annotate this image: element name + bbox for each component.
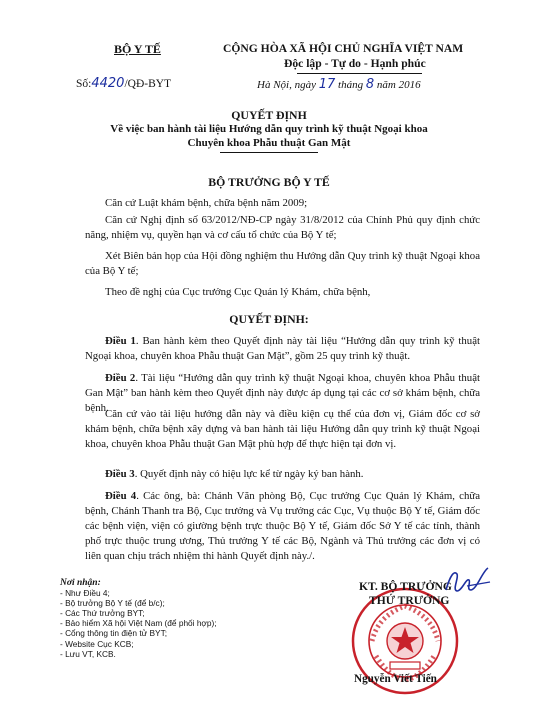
date-month-label: tháng	[338, 79, 364, 91]
authority-heading: BỘ TRƯỞNG BỘ Y TẾ	[208, 175, 330, 189]
handwritten-signature-icon	[440, 560, 500, 600]
decision-title: QUYẾT ĐỊNH	[231, 108, 307, 122]
article-1: Điều 1. Ban hành kèm theo Quyết định này tài liệu “Hướng dẫn quy trình kỹ thuật Ngoại khoa, chuyên khoa Phẫu thuật Gan Mật”, gồm 25 quy trình kỹ thuật.	[85, 335, 480, 362]
recipients-list	[60, 578, 217, 659]
motto: Độc lập - Tự do - Hạnh phúc	[284, 57, 426, 70]
recipient-item: - Website Cục KCB;	[60, 638, 134, 649]
recipients-title: Nơi nhận:	[60, 578, 101, 588]
date-month: 8	[365, 77, 375, 92]
decision-subject-line1: Về việc ban hành tài liệu Hướng dẫn quy trình kỹ thuật Ngoại khoa	[110, 123, 428, 135]
article-3: Điều 3. Quyết định này có hiệu lực kể từ ngày ký ban hành.	[105, 468, 364, 480]
recipient-item: - Như Điều 4;	[60, 588, 110, 599]
preamble-3: Xét Biên bản họp của Hội đồng nghiệm thu Hướng dẫn Quy trình kỹ thuật Ngoại khoa của Bộ Y tế;	[85, 250, 480, 277]
date-prefix: Hà Nội, ngày	[257, 79, 316, 91]
decision-subject-line2: Chuyên khoa Phẫu thuật Gan Mật	[187, 137, 351, 149]
motto-underline	[297, 73, 422, 74]
article-2: Điều 2. Tài liệu “Hướng dẫn quy trình kỹ thuật Ngoại khoa, chuyên khoa Phẫu thuật Gan Mật” ban hành kèm theo Quyết định này được áp dụng tại các cơ sở khám bệnh, chữa bệnh.	[85, 372, 480, 414]
recipient-item: - Bộ trưởng Bộ Y tế (để b/c);	[60, 598, 165, 609]
signature-title-1: KT. BỘ TRƯỞNG	[359, 580, 452, 593]
title-underline	[220, 152, 318, 153]
preamble-2: Căn cứ Nghị định số 63/2012/NĐ-CP ngày 31/8/2012 của Chính Phủ quy định chức năng, nhiệm vụ, quyền hạn và cơ cấu tổ chức của Bộ Y tế;	[85, 214, 480, 241]
recipient-item: - Bảo hiểm Xã hội Việt Nam (để phối hợp);	[60, 618, 217, 629]
date-year: năm 2016	[376, 79, 421, 91]
number-prefix: Số:	[76, 78, 92, 90]
ministry-name: BỘ Y TẾ	[114, 42, 161, 56]
recipient-item: - Các Thứ trưởng BYT;	[60, 608, 145, 619]
recipient-item: - Cổng thông tin điện tử BYT;	[60, 628, 168, 639]
preamble-4: Theo đề nghị của Cục trưởng Cục Quản lý Khám, chữa bệnh,	[105, 286, 371, 298]
article-4: Điều 4. Các ông, bà: Chánh Văn phòng Bộ, Cục trưởng Cục Quản lý Khám, chữa bệnh, Chánh Thanh tra Bộ, Cục trưởng và Vụ trưởng các Cục, Vụ thuộc Bộ Y tế, Giám đốc các bệnh viện, viện có giường bệnh trực thuộc Bộ Y tế, Giám đốc Sở Y tế các tỉnh, thành phố trực thuộc trung ương, Thủ trưởng Y tế các Bộ, Ngành và Thủ trưởng các đơn vị có liên quan chịu trách nhiệm thi hành Quyết định này./.	[85, 490, 480, 562]
document-number	[76, 76, 171, 91]
article-2-continued: Căn cứ vào tài liệu hướng dẫn này và điều kiện cụ thể của đơn vị, Giám đốc cơ sở khám bệnh, chữa bệnh xây dựng và ban hành tài liệu Hướng dẫn quy trình kỹ thuật Ngoại khoa, chuyên khoa Phẫu thuật Gan Mật phù hợp để thực hiện tại đơn vị.	[85, 408, 480, 450]
decision-heading: QUYẾT ĐỊNH:	[229, 312, 309, 326]
document-date	[257, 77, 421, 92]
republic-name: CỘNG HÒA XÃ HỘI CHỦ NGHĨA VIỆT NAM	[223, 42, 464, 55]
signature-title-2: THỨ TRƯỞNG	[369, 594, 450, 607]
date-day: 17	[318, 77, 336, 92]
number-handwritten: 4420	[91, 76, 125, 91]
recipient-item: - Lưu VT, KCB.	[60, 648, 116, 659]
preamble-1: Căn cứ Luật khám bệnh, chữa bệnh năm 2009;	[105, 197, 308, 209]
number-suffix: /QĐ-BYT	[124, 78, 172, 90]
signer-name: Nguyễn Viết Tiến	[354, 673, 437, 685]
